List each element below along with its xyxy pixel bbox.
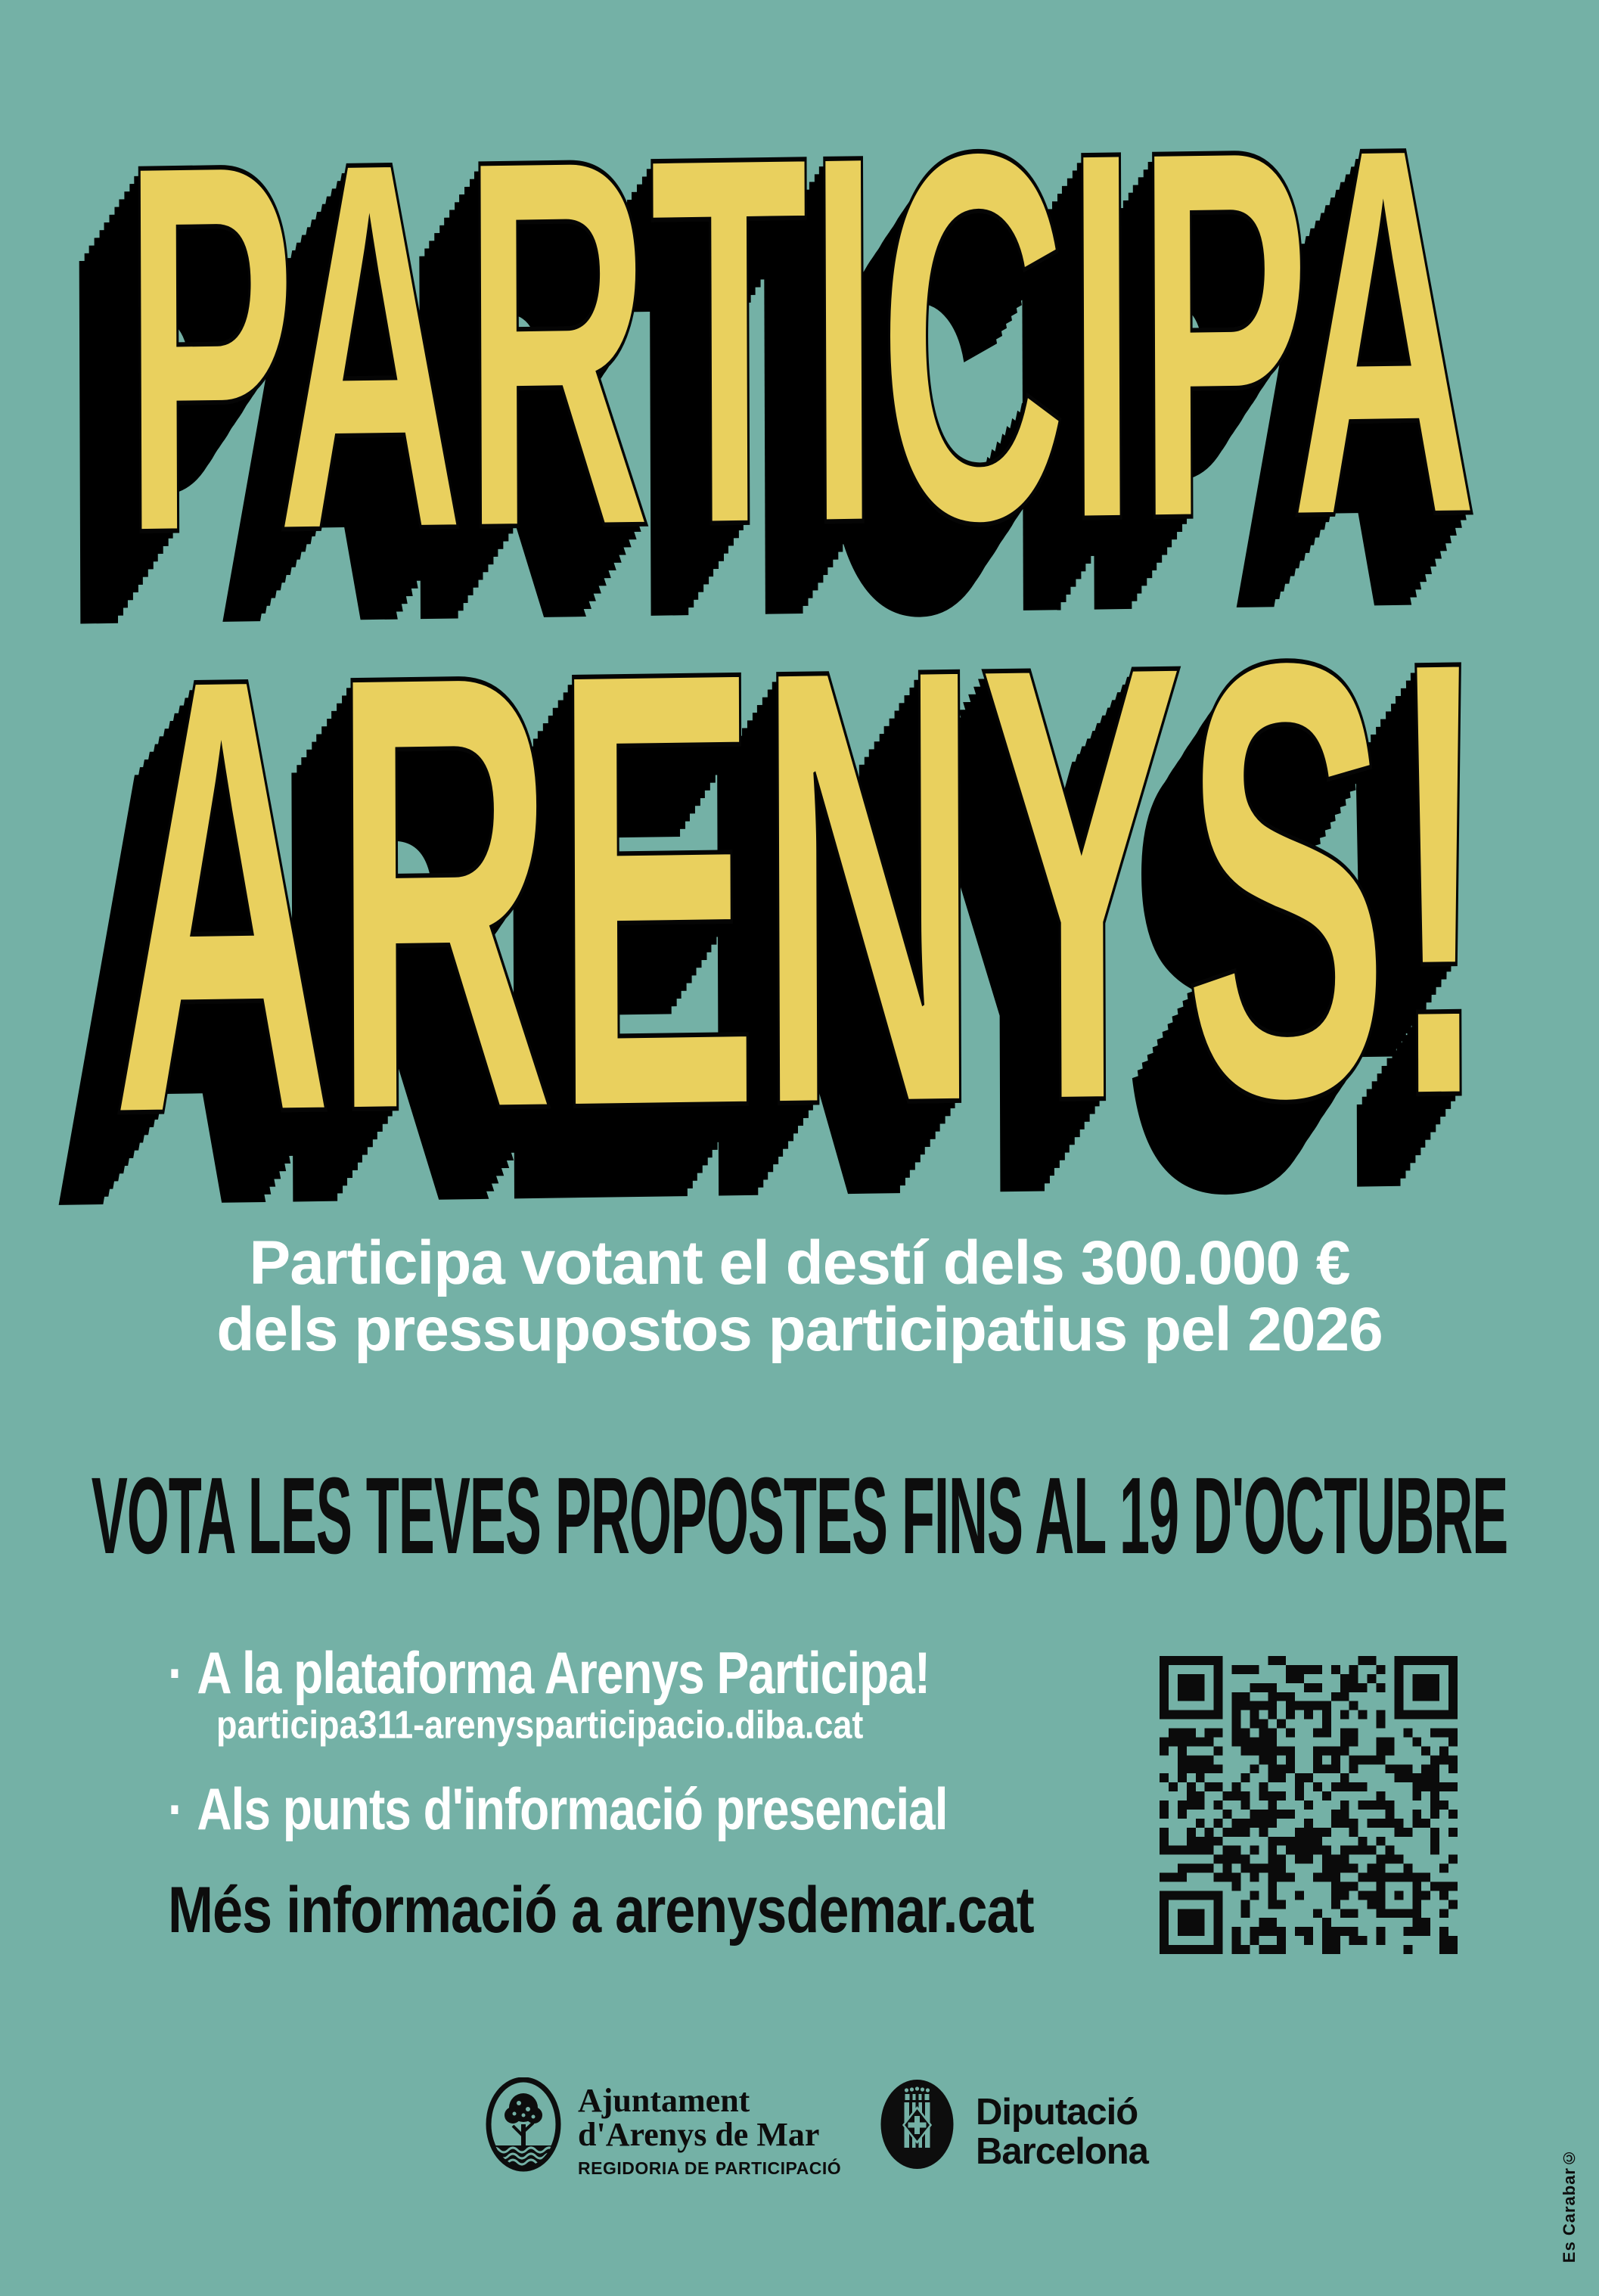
diputacio-text-block bbox=[976, 2092, 1148, 2171]
bullet-info-points-label: Als punts d'informació presencial bbox=[197, 1776, 948, 1842]
bullet-dot: · bbox=[168, 1639, 184, 1706]
qr-code-image bbox=[1160, 1656, 1458, 1954]
ajuntament-line-2: d'Arenys de Mar bbox=[578, 2116, 820, 2153]
ajuntament-text-block bbox=[578, 2083, 841, 2179]
bullet-platform-label: A la plataforma Arenys Participa! bbox=[197, 1639, 930, 1706]
bullet-platform bbox=[168, 1639, 930, 1706]
vote-deadline-headline bbox=[0, 1456, 1599, 1577]
diputacio-barcelona-seal-icon bbox=[879, 2079, 955, 2170]
intro-paragraph bbox=[0, 1230, 1599, 1363]
ajuntament-arenys-seal-icon bbox=[486, 2077, 561, 2172]
platform-url: participa311-arenysparticipacio.diba.cat bbox=[216, 1702, 864, 1748]
intro-line-1: Participa votant el destí dels 300.000 € bbox=[249, 1229, 1350, 1297]
title-participa bbox=[0, 36, 1599, 645]
vote-deadline-headline-text: VOTA LES TEVES PROPOSTES FINS AL 19 D'OCTUBRE bbox=[91, 1456, 1508, 1577]
footer-logos bbox=[0, 2073, 1599, 2179]
title-arenys bbox=[0, 530, 1599, 1245]
ajuntament-department: REGIDORIA DE PARTICIPACIÓ bbox=[578, 2158, 842, 2178]
bullet-info-points bbox=[168, 1776, 948, 1842]
ajuntament-line-1: Ajuntament bbox=[578, 2082, 750, 2119]
diputacio-line-2: Barcelona bbox=[976, 2131, 1148, 2172]
studio-credit: Es Carabar© bbox=[1560, 2147, 1579, 2263]
bullet-dot: · bbox=[168, 1776, 184, 1842]
title-arenys-text: ARENYS! bbox=[109, 530, 1490, 1245]
diputacio-line-1: Diputació bbox=[976, 2092, 1138, 2133]
intro-line-2: dels pressupostos participatius pel 2026 bbox=[216, 1295, 1383, 1364]
title-participa-text: PARTICIPA bbox=[121, 36, 1478, 645]
more-info-line: Més informació a arenysdemar.cat bbox=[168, 1874, 1034, 1947]
qr-code bbox=[1160, 1656, 1458, 1954]
